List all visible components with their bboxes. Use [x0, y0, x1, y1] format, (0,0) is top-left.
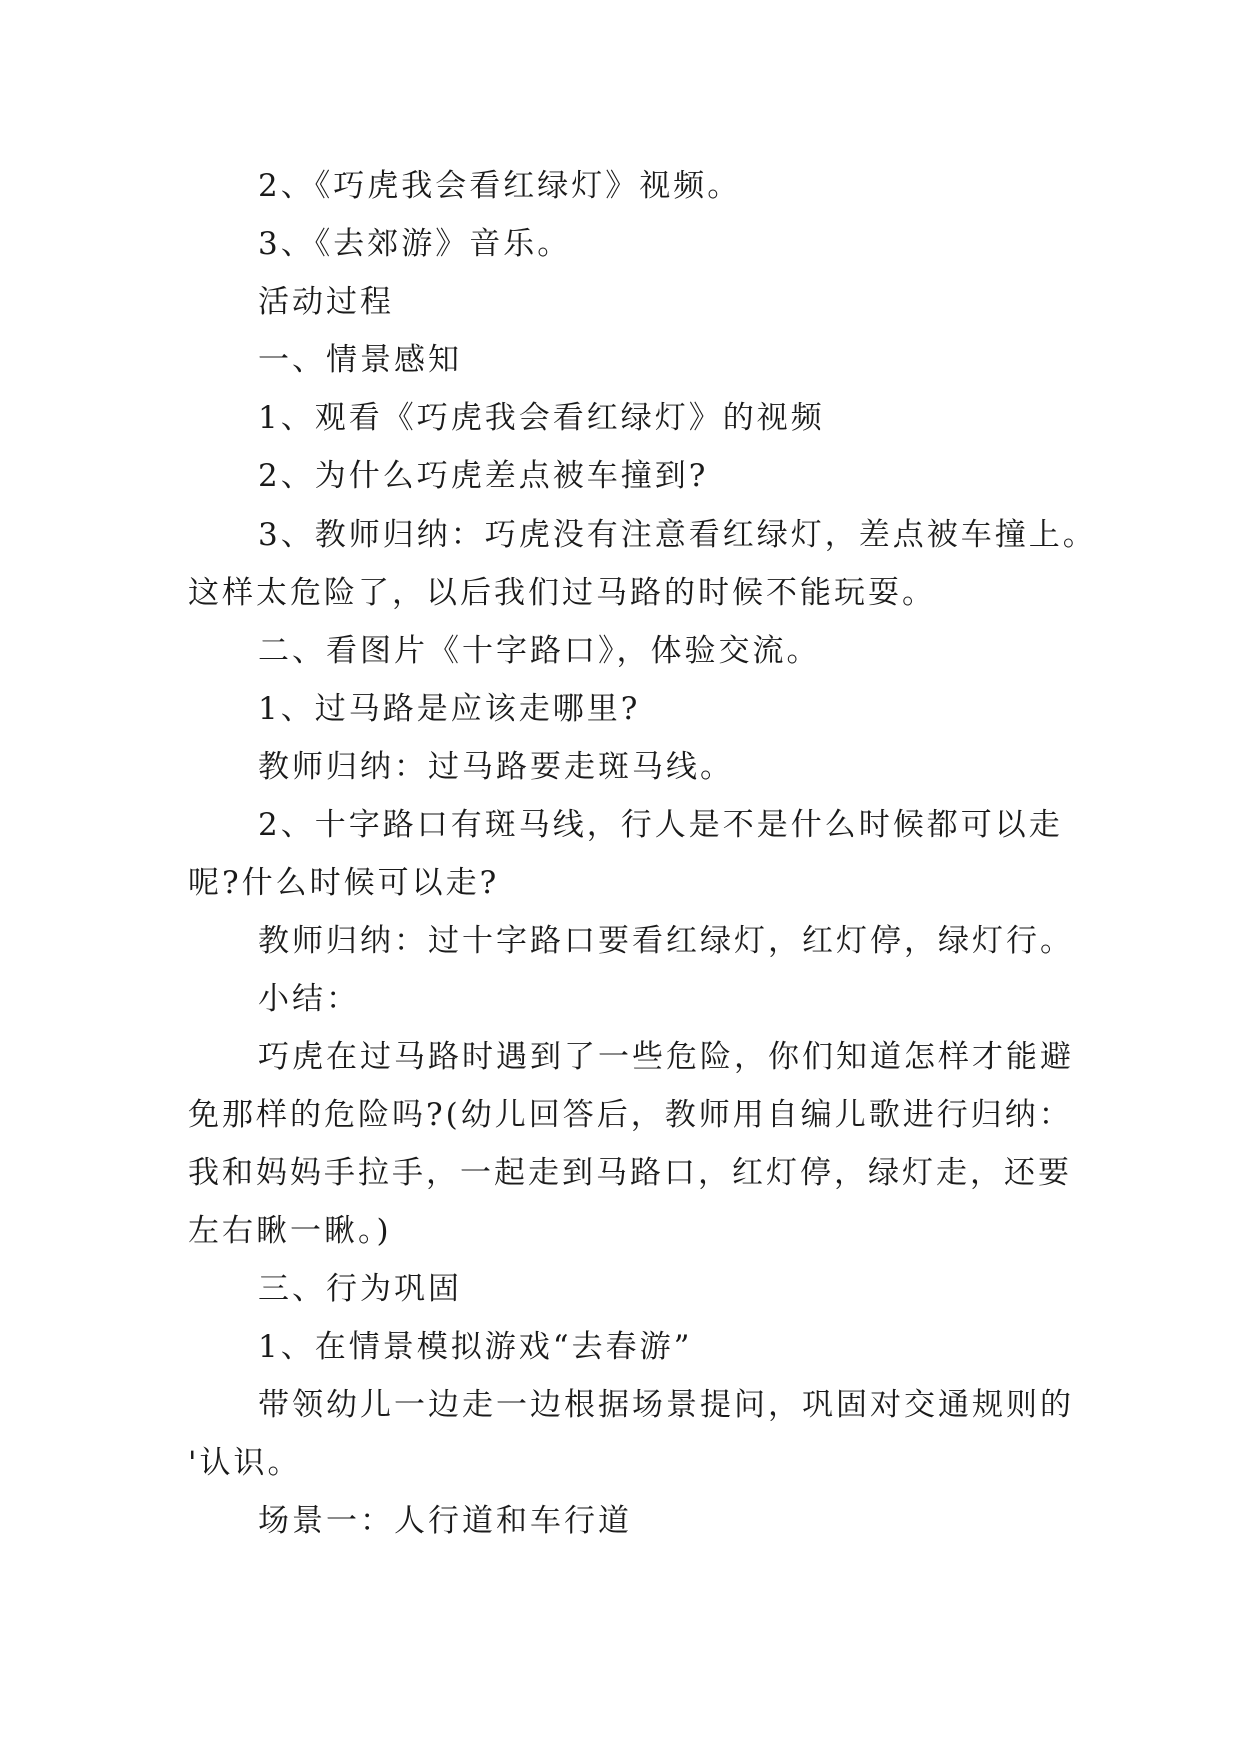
text-line: 2、十字路口有斑马线，行人是不是什么时候都可以走: [258, 807, 1063, 843]
section-heading: 二、看图片《十字路口》，体验交流。: [258, 633, 821, 669]
text-line: 2、《巧虎我会看红绿灯》视频。: [258, 168, 742, 204]
text-line: 巧虎在过马路时遇到了一些危险，你们知道怎样才能避: [258, 1039, 1074, 1075]
section-heading: 活动过程: [258, 284, 394, 320]
text-line: 这样太危险了，以后我们过马路的时候不能玩耍。: [188, 575, 936, 611]
text-line: 1、在情景模拟游戏“去春游”: [258, 1329, 693, 1365]
text-line: 3、《去郊游》音乐。: [258, 226, 572, 262]
text-line: 我和妈妈手拉手，一起走到马路口，红灯停，绿灯走，还要: [188, 1155, 1072, 1191]
text-line: 免那样的危险吗?(幼儿回答后，教师用自编儿歌进行归纳：: [188, 1097, 1073, 1133]
text-line: 教师归纳：过马路要走斑马线。: [258, 749, 734, 785]
text-line: 呢?什么时候可以走?: [188, 865, 500, 901]
text-line: 3、教师归纳：巧虎没有注意看红绿灯，差点被车撞上。: [258, 517, 1097, 553]
text-line: 2、为什么巧虎差点被车撞到?: [258, 458, 709, 494]
section-heading: 小结：: [258, 981, 360, 1017]
text-line: 1、观看《巧虎我会看红绿灯》的视频: [258, 400, 825, 436]
text-line: 左右瞅一瞅。): [188, 1213, 392, 1249]
section-heading: 一、情景感知: [258, 342, 462, 378]
section-heading: 三、行为巩固: [258, 1271, 462, 1307]
text-line: '认识。: [188, 1445, 302, 1481]
text-line: 带领幼儿一边走一边根据场景提问，巩固对交通规则的: [258, 1387, 1074, 1423]
text-line: 1、过马路是应该走哪里?: [258, 691, 641, 727]
text-line: 场景一：人行道和车行道: [258, 1503, 632, 1539]
text-line: 教师归纳：过十字路口要看红绿灯，红灯停，绿灯行。: [258, 923, 1074, 959]
